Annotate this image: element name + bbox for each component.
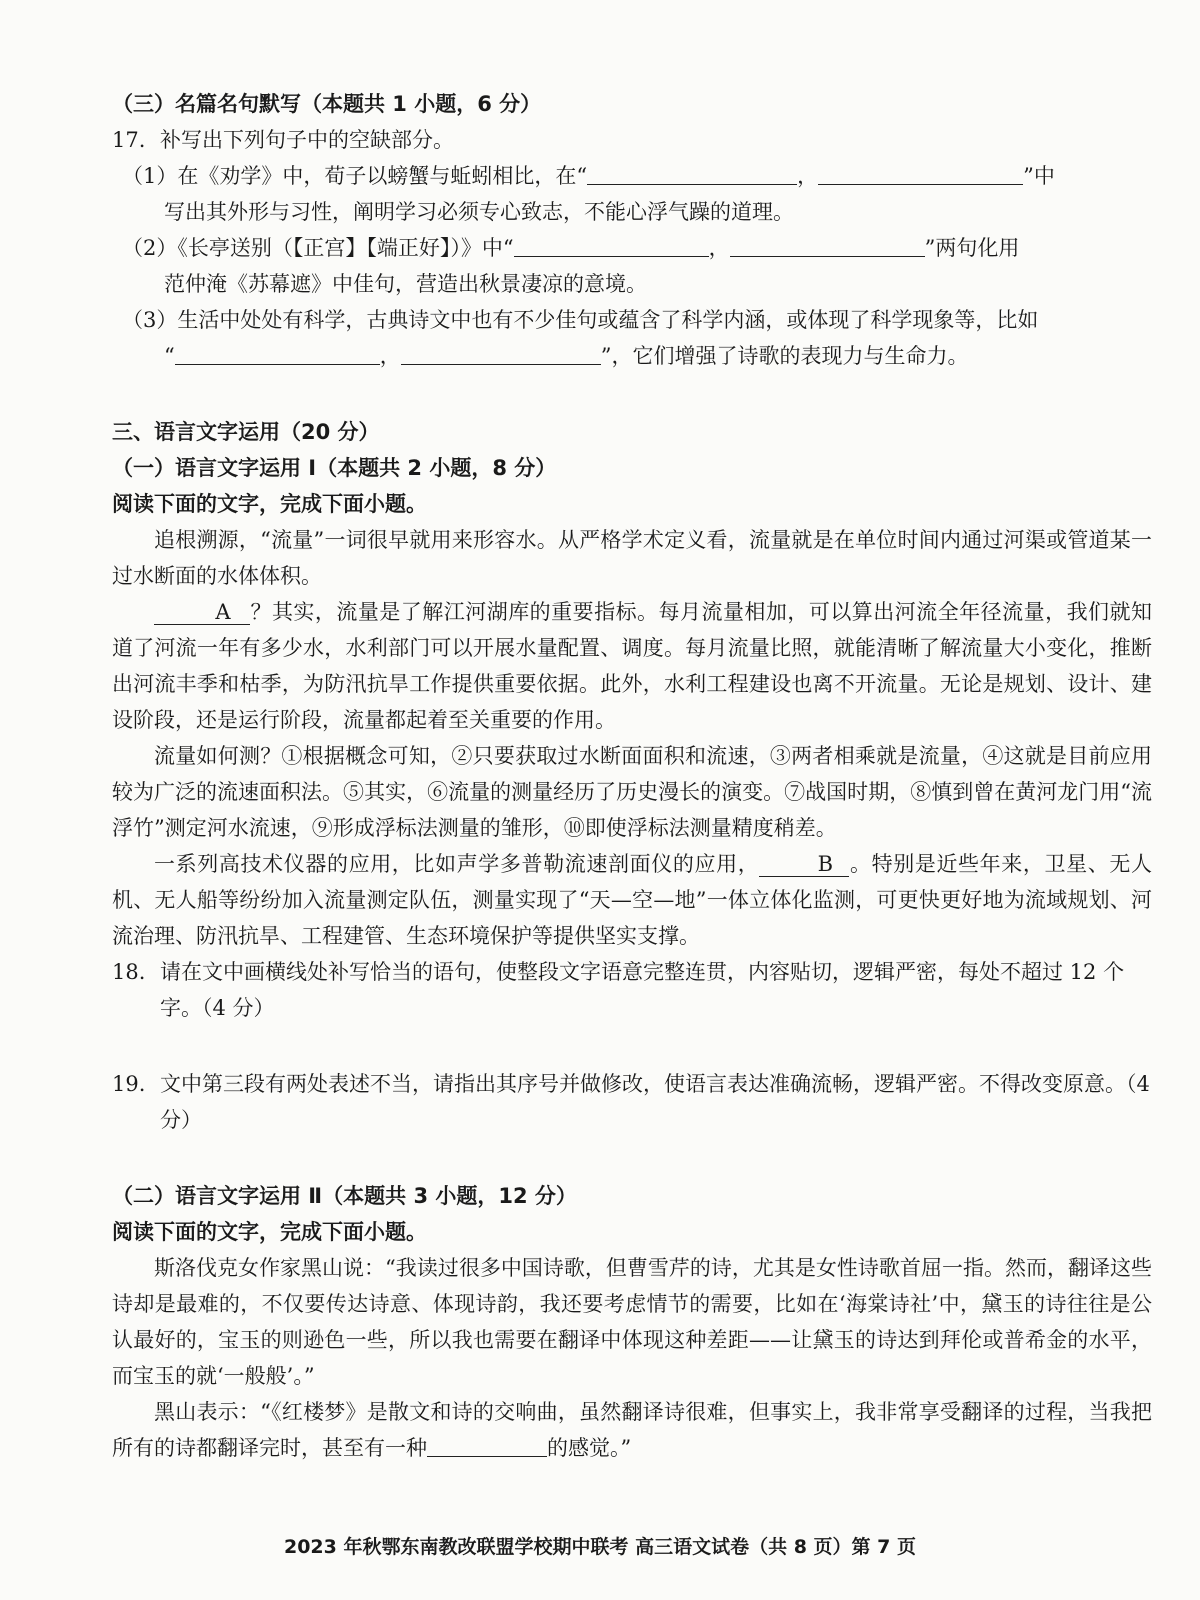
passage-paragraph: 斯洛伐克女作家黑山说：“我读过很多中国诗歌，但曹雪芹的诗，尤其是女性诗歌首屈一指。然而，翻译这些诗却是最难的，不仅要传达诗意、体现诗韵，我还要考虑情节的需要，比如在‘海棠诗社’中，黛玉的诗往往是公认最好的，宝玉的则逊色一些，所以我也需要在翻译中体现这种差距——让黛玉的诗达到拜伦或普希金的水平，而宝玉的就‘一般般’。” bbox=[112, 1256, 1152, 1388]
question-number: 19. bbox=[112, 1072, 146, 1096]
passage-paragraph bbox=[112, 846, 1152, 954]
page-footer: 2023 年秋鄂东南教改联盟学校期中联考 高三语文试卷（共 8 页）第 7 页 bbox=[283, 1536, 916, 1558]
passage-paragraph bbox=[112, 1394, 1152, 1466]
answer-blank[interactable] bbox=[587, 160, 797, 185]
answer-blank[interactable] bbox=[175, 340, 380, 365]
question-17-part-1 bbox=[112, 158, 1152, 230]
exam-page bbox=[112, 86, 1152, 1466]
part-text: 生活中处处有科学，古典诗文中也有不少佳句或蕴含了科学内涵，或体现了科学现象等，比如 bbox=[177, 308, 1039, 332]
passage-paragraph: 流量如何测？①根据概念可知，②只要获取过水断面面积和流速，③两者相乘就是流量，④这就是目前应用较为广泛的流速面积法。⑤其实，⑥流量的测量经历了历史漫长的演变。⑦战国时期，⑧慎到曾在黄河龙门用“流浮竹”测定河水流速，⑨形成浮标法测量的雏形，⑩即使浮标法测量精度稍差。 bbox=[112, 744, 1152, 840]
paragraph-text: 黑山表示：“《红楼梦》是散文和诗的交响曲，虽然翻译诗很难，但事实上，我非常享受翻译的过程，当我把所有的诗都翻译完时，甚至有一种 bbox=[112, 1400, 1152, 1460]
separator: ， bbox=[708, 236, 730, 260]
question-stem: 文中第三段有两处表述不当，请指出其序号并做修改，使语言表达准确流畅，逻辑严密。不得改变原意。（4 分） bbox=[160, 1072, 1150, 1132]
question-19 bbox=[112, 1066, 1152, 1138]
question-number: 18. bbox=[112, 960, 146, 984]
answer-blank[interactable] bbox=[818, 160, 1023, 185]
part-label: （3） bbox=[122, 308, 178, 332]
answer-blank[interactable] bbox=[514, 232, 709, 257]
part-label: （2） bbox=[122, 236, 178, 260]
part-text: 《长亭送别（【正宫】【端正好】）》中“ bbox=[177, 236, 514, 260]
question-stem: 请在文中画横线处补写恰当的语句，使整段文字语意完整连贯，内容贴切，逻辑严密，每处不超过 12 个字。（4 分） bbox=[160, 960, 1125, 1020]
question-17-part-2 bbox=[112, 230, 1152, 302]
separator: ， bbox=[797, 164, 819, 188]
section-title-famous-lines: （三）名篇名句默写（本题共 1 小题，6 分） bbox=[112, 92, 542, 116]
paragraph-text: 一系列高技术仪器的应用，比如声学多普勒流速剖面仪的应用， bbox=[154, 852, 760, 876]
part-continuation: 范仲淹《苏幕遮》中佳句，营造出秋景凄凉的意境。 bbox=[164, 272, 647, 296]
part-text: ”中 bbox=[1023, 164, 1055, 188]
separator: ， bbox=[379, 344, 401, 368]
answer-blank[interactable] bbox=[401, 340, 601, 365]
question-17-part-3 bbox=[112, 302, 1152, 374]
part-label: （1） bbox=[122, 164, 178, 188]
subsection-title-2: （二）语言文字运用 Ⅱ（本题共 3 小题，12 分） bbox=[112, 1184, 577, 1208]
paragraph-text: 的感觉。” bbox=[547, 1436, 632, 1460]
question-stem: 补写出下列句子中的空缺部分。 bbox=[160, 128, 454, 152]
passage-paragraph bbox=[112, 594, 1152, 738]
reading-instruction: 阅读下面的文字，完成下面小题。 bbox=[112, 492, 427, 516]
question-17 bbox=[112, 122, 1152, 158]
paragraph-text: 。特别是近些年来，卫星、无人机、无人船等纷纷加入流量测定队伍，测量实现了“天—空—地”一体立体化监测，可更快更好地为流域规划、河流治理、防汛抗旱、工程建管、生态环境保护等提供坚实支撑。 bbox=[112, 852, 1153, 948]
question-number: 17. bbox=[112, 128, 146, 152]
paragraph-text: ？其实，流量是了解江河湖库的重要指标。每月流量相加，可以算出河流全年径流量，我们就知道了河流一年有多少水，水利部门可以开展水量配置、调度。每月流量比照，就能清晰了解流量大小变化，推断出河流丰季和枯季，为防汛抗旱工作提供重要依据。此外，水利工程建设也离不开流量。无论是规划、设计、建设阶段，还是运行阶段，流量都起着至关重要的作用。 bbox=[112, 600, 1152, 732]
part-title-language-use: 三、语言文字运用（20 分） bbox=[112, 420, 380, 444]
part-text: ”，它们增强了诗歌的表现力与生命力。 bbox=[600, 344, 969, 368]
quote-mark: “ bbox=[164, 344, 175, 368]
gap-a[interactable]: A bbox=[154, 600, 250, 625]
part-text: 在《劝学》中，荀子以螃蟹与蚯蚓相比，在“ bbox=[177, 164, 588, 188]
subsection-title-1: （一）语言文字运用 Ⅰ（本题共 2 小题，8 分） bbox=[112, 456, 557, 480]
part-text: ”两句化用 bbox=[924, 236, 1020, 260]
part-continuation: 写出其外形与习性，阐明学习必须专心致志，不能心浮气躁的道理。 bbox=[164, 200, 794, 224]
gap-b[interactable]: B bbox=[759, 852, 849, 877]
answer-blank[interactable] bbox=[730, 232, 925, 257]
answer-blank[interactable] bbox=[427, 1432, 547, 1457]
reading-instruction: 阅读下面的文字，完成下面小题。 bbox=[112, 1220, 427, 1244]
question-18 bbox=[112, 954, 1152, 1026]
passage-paragraph: 追根溯源，“流量”一词很早就用来形容水。从严格学术定义看，流量就是在单位时间内通过河渠或管道某一过水断面的水体体积。 bbox=[112, 528, 1152, 588]
